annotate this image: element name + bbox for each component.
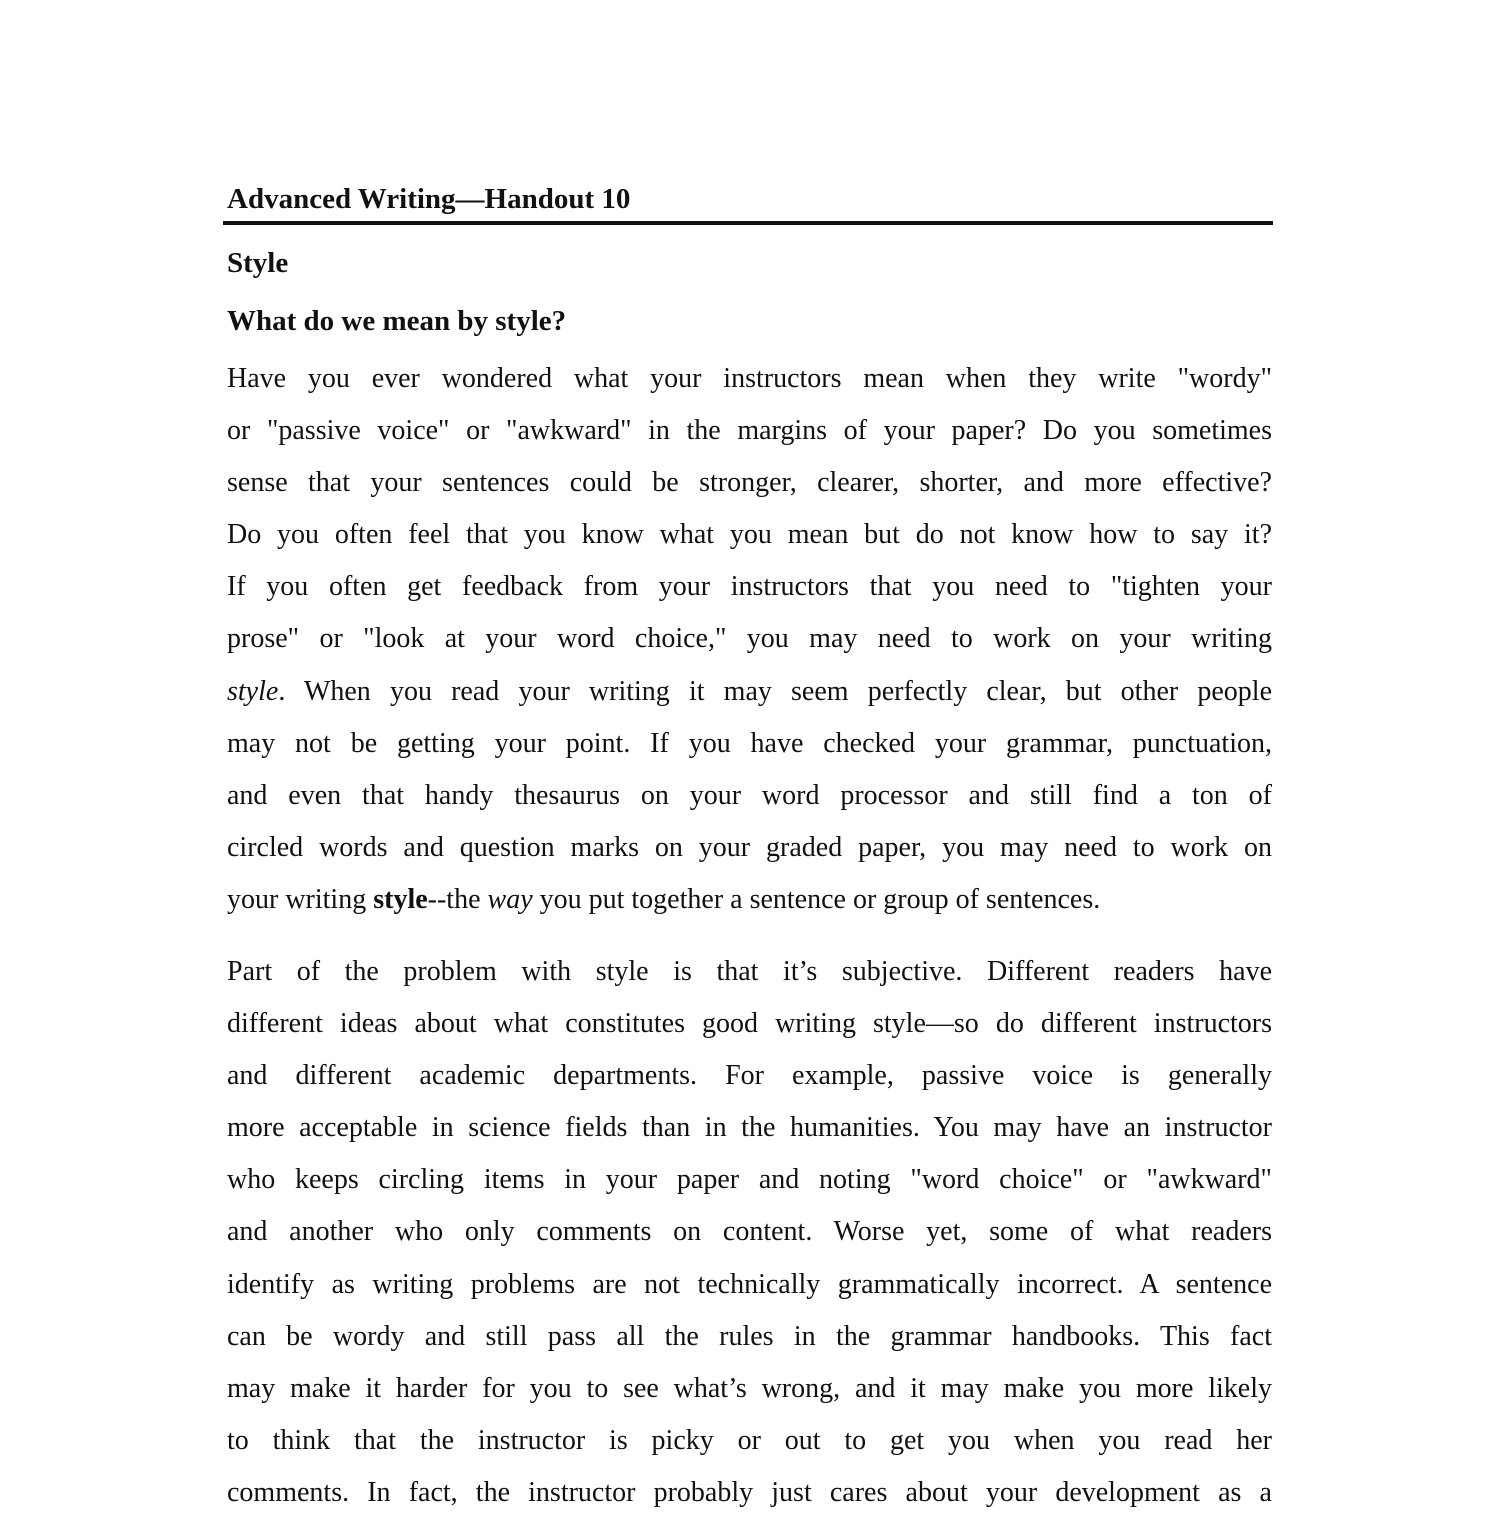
text-line: your writing style--the way you put together a sentence or group of sentences. — [227, 883, 1101, 915]
text-line: more acceptable in science fields than in the humanities. You may have an instructor — [227, 1112, 1272, 1144]
text-line: different ideas about what constitutes good writing style—so do different instructors — [227, 1008, 1272, 1040]
title-rule — [223, 221, 1273, 225]
text-line: can be wordy and still pass all the rules in the grammar handbooks. This fact — [227, 1320, 1272, 1352]
text-line: style. When you read your writing it may seem perfectly clear, but other people — [227, 675, 1272, 707]
text-line: identify as writing problems are not technically grammatically incorrect. A sentence — [227, 1268, 1272, 1300]
section-heading: Style — [227, 247, 289, 279]
text-line: prose" or "look at your word choice," you may need to work on your writing — [227, 623, 1272, 655]
text-line: If you often get feedback from your instructors that you need to "tighten your — [227, 571, 1272, 603]
paragraph-2 — [227, 946, 1272, 1519]
text-line: Do you often feel that you know what you mean but do not know how to say it? — [227, 519, 1272, 551]
text-line: or "passive voice" or "awkward" in the margins of your paper? Do you sometimes — [227, 415, 1272, 447]
emphasis-style: style — [227, 675, 279, 707]
text-line: may make it harder for you to see what’s wrong, and it may make you more likely — [227, 1372, 1272, 1404]
text-line: Part of the problem with style is that it’s subjective. Different readers have — [227, 956, 1272, 987]
text-line: and another who only comments on content. Worse yet, some of what readers — [227, 1216, 1272, 1248]
text-line: and even that handy thesaurus on your word processor and still find a ton of — [227, 779, 1272, 811]
section-subheading: What do we mean by style? — [227, 305, 567, 337]
text-line: to think that the instructor is picky or out to get you when you read her — [227, 1424, 1272, 1456]
text-line: Have you ever wondered what your instructors mean when they write "wordy" — [227, 363, 1272, 394]
text-line: may not be getting your point. If you have checked your grammar, punctuation, — [227, 727, 1272, 759]
emphasis-way: way — [487, 883, 533, 915]
text-line: sense that your sentences could be stronger, clearer, shorter, and more effective? — [227, 467, 1272, 499]
text-line: who keeps circling items in your paper and noting "word choice" or "awkward" — [227, 1164, 1272, 1196]
paragraph-1 — [227, 353, 1272, 926]
text-line: comments. In fact, the instructor probably just cares about your development as a — [227, 1476, 1272, 1508]
document-title: Advanced Writing—Handout 10 — [227, 183, 631, 215]
text-line: circled words and question marks on your graded paper, you may need to work on — [227, 831, 1272, 863]
bold-style: style — [373, 883, 428, 915]
text-line: and different academic departments. For example, passive voice is generally — [227, 1060, 1272, 1092]
